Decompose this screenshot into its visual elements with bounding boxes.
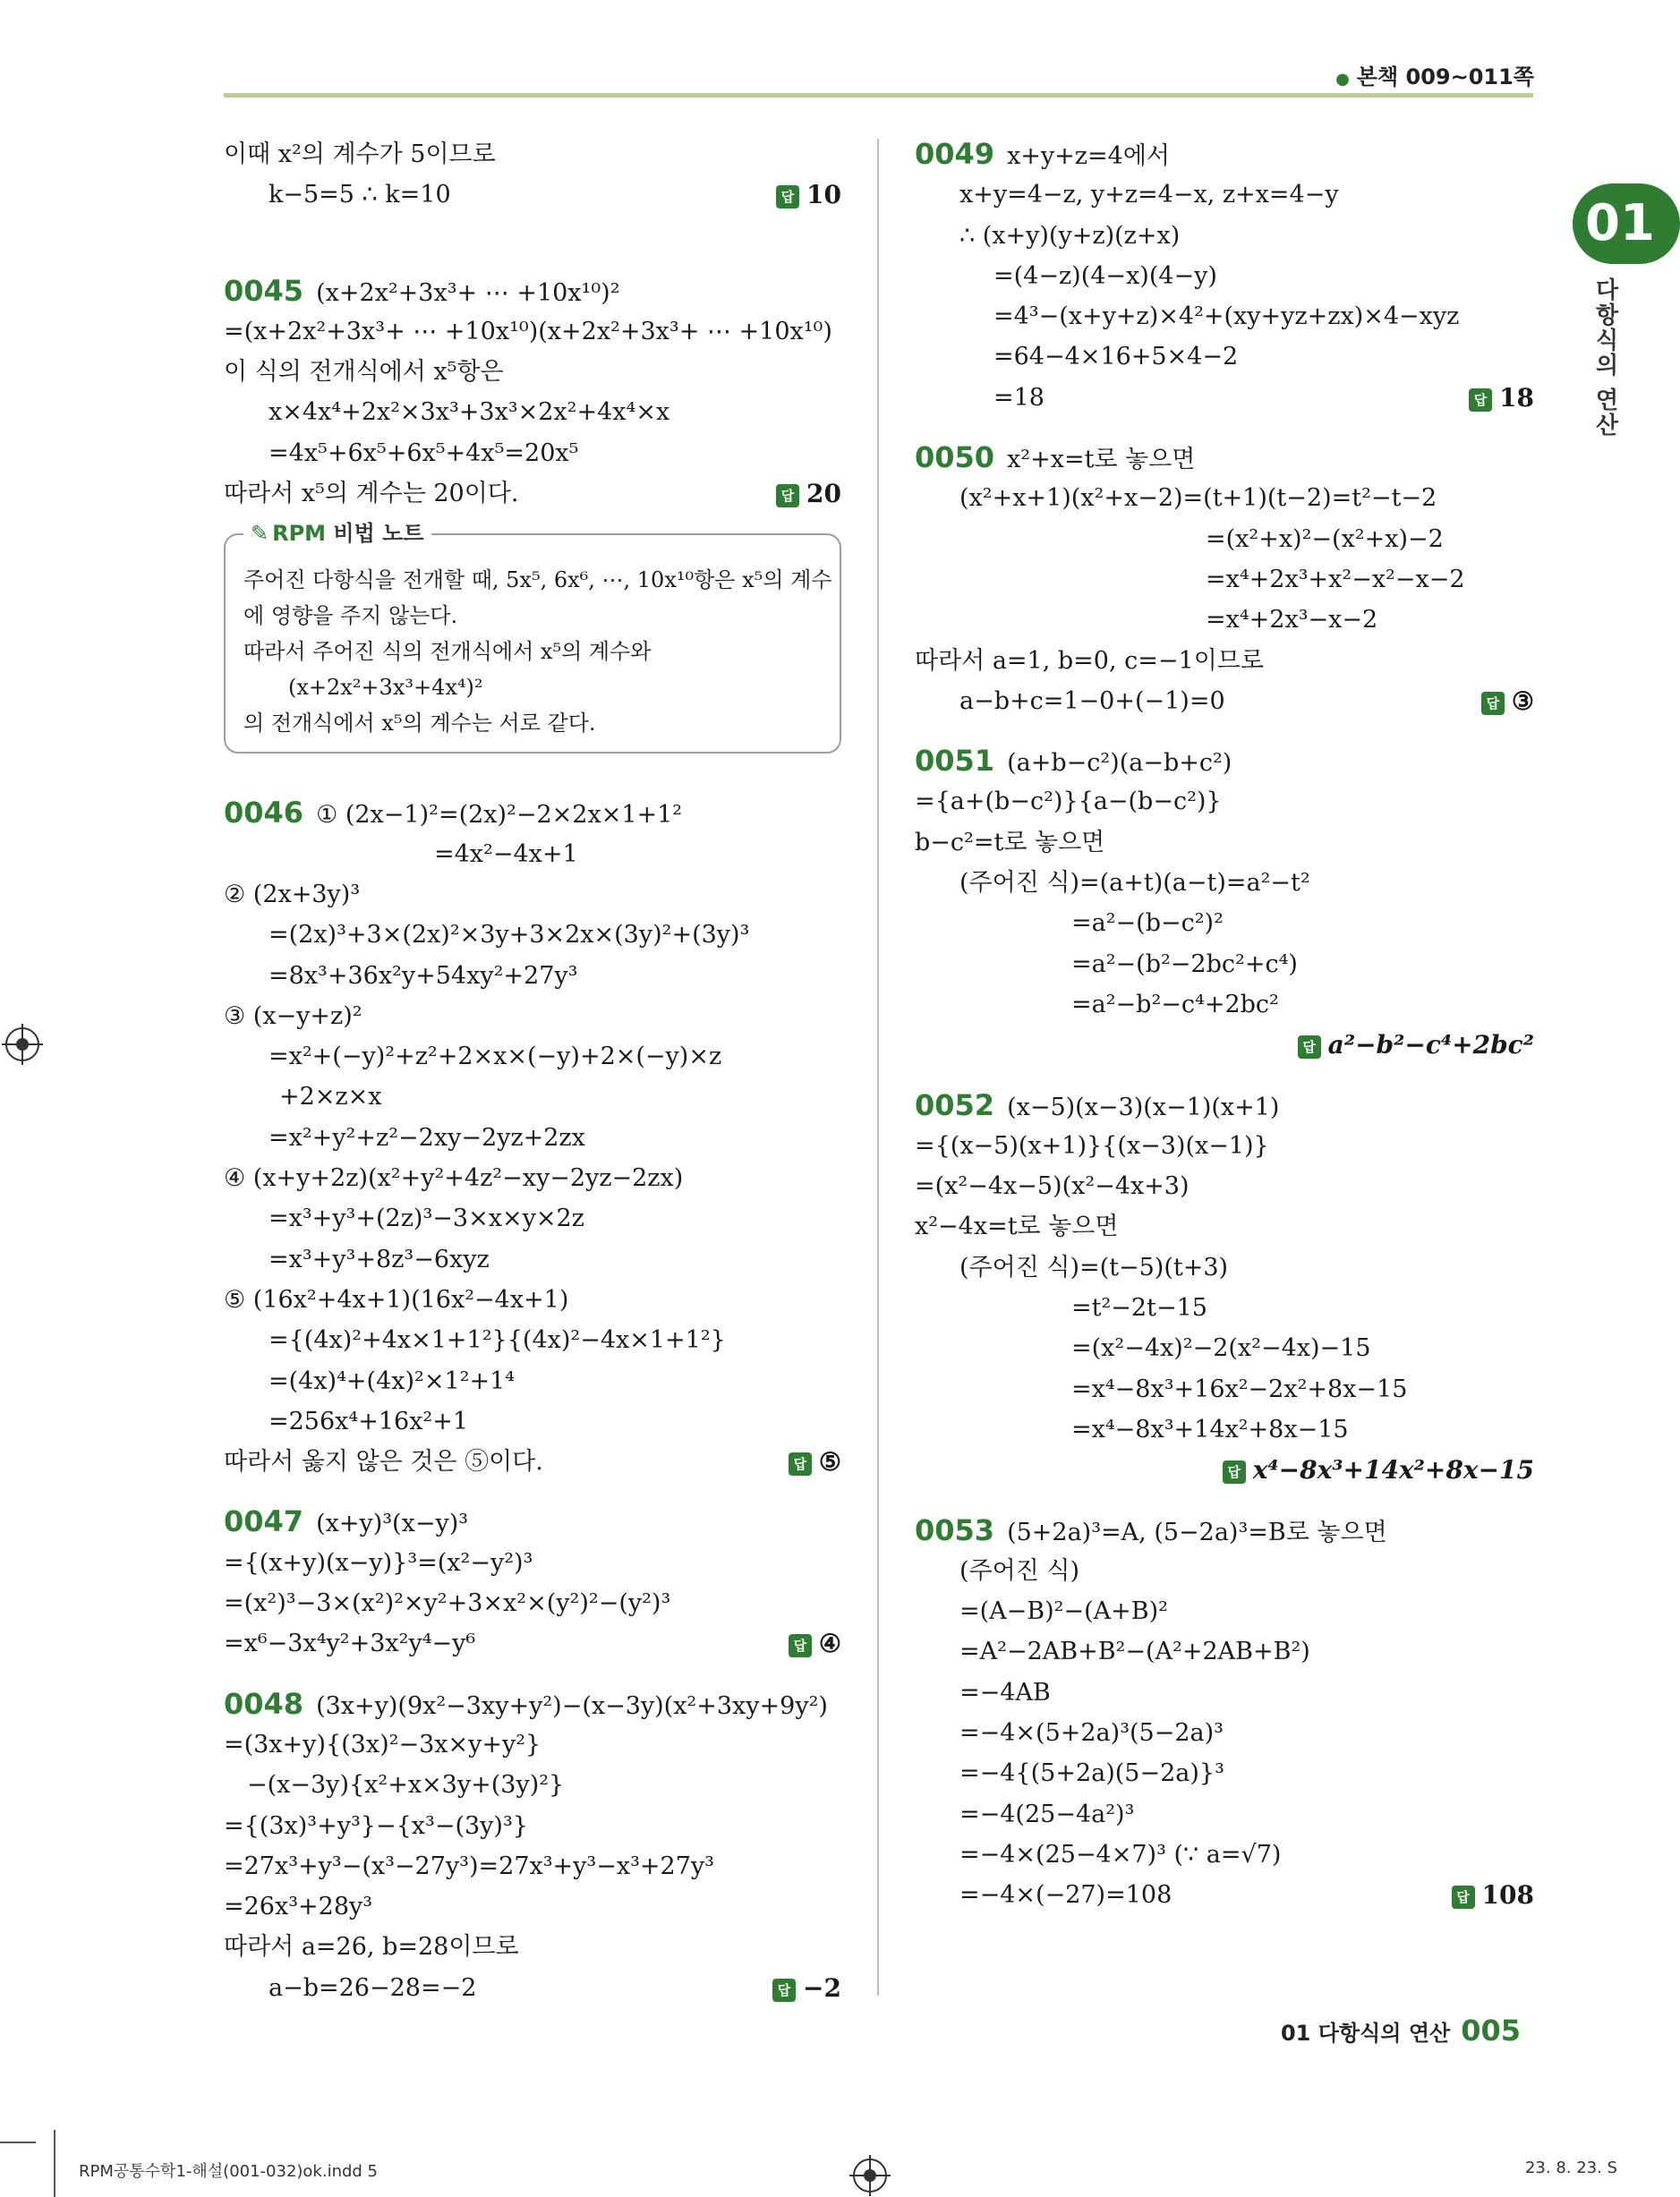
solution-line: ④ (x+y+2z)(x²+y²+4z²−xy−2yz−2zx) [224,1164,684,1193]
solution-line: =(x²)³−3×(x²)²×y²+3×x²×(y²)²−(y²)³ [224,1589,671,1618]
solution-line: =−4{(5+2a)(5−2a)}³ [959,1759,1224,1788]
right-column [915,134,1534,1915]
answer-0049: 답 18 [1469,378,1534,418]
answer-0047: 답 ④ [789,1623,841,1664]
solution-line: =4³−(x+y+z)×4²+(xy+yz+zx)×4−xyz [994,302,1460,331]
problem-0051-header: 0051 (a+b−c²)(a−b+c²) [915,744,1232,779]
solution-line: 이 식의 전개식에서 x⁵항은 [224,358,504,387]
problem-number: 0050 [915,440,995,475]
print-slug-filename: RPM공통수학1-해설(001-032)ok.indd 5 [79,2162,379,2181]
solution-line: ={(x−5)(x+1)}{(x−3)(x−1)} [915,1131,1269,1160]
solution-line: ∴ (x+y)(y+z)(z+x) [959,221,1181,250]
problem-0047-header: 0047 (x+y)³(x−y)³ [224,1504,469,1539]
solution-line: ② (2x+3y)³ [224,880,361,908]
solution-line: =(2x)³+3×(2x)²×3y+3×2x×(3y)²+(3y)³ [269,921,750,949]
solution-line: =8x³+36x²y+54xy²+27y³ [269,961,578,990]
solution-line: =x²+(−y)²+z²+2×x×(−y)+2×(−y)×z [269,1043,722,1071]
answer-0048: 답 −2 [772,1968,841,2008]
problem-number: 0046 [224,796,304,830]
solution-line: =27x³+y³−(x³−27y³)=27x³+y³−x³+27y³ [224,1852,714,1880]
registration-mark-icon [5,1027,39,1061]
solution-line: ⑤ (16x²+4x+1)(16x²−4x+1) [224,1285,569,1314]
solution-line: =x⁴+2x³−x−2 [1206,606,1378,634]
answer-0044: 답 10 [776,175,841,215]
solution-line: =64−4×16+5×4−2 [994,343,1239,371]
answer-icon: 답 [1452,1886,1475,1909]
answer-0053: 답 108 [1452,1875,1534,1915]
note-title: ✎ RPM 비법 노트 [243,515,431,547]
solution-line: =x³+y³+8z³−6xyz [269,1245,490,1273]
text-line: 이때 x²의 계수가 5이므로 [224,141,496,168]
note-line: 의 전개식에서 x⁵의 계수는 서로 같다. [243,711,596,737]
problem-0052-header: 0052 (x−5)(x−3)(x−1)(x+1) [915,1087,1280,1122]
print-slug-date: 23. 8. 23. S [1524,2159,1617,2177]
solution-line: =t²−2t−15 [1071,1294,1207,1323]
solution-line: =(x²+x)²−(x²+x)−2 [1206,524,1444,553]
crop-mark [54,2130,55,2197]
answer-0045: 답 20 [776,473,841,514]
problem-0046-header: 0046 ① (2x−1)²=(2x)²−2×2x×1+1² [224,796,683,830]
solution-line: 따라서 a=26, b=28이므로 [224,1933,519,1962]
solution-line: =x⁴+2x³+x²−x²−x−2 [1206,565,1465,593]
answer-0050: 답 ③ [1481,681,1534,721]
solution-line: =x⁴−8x³+16x²−2x²+8x−15 [1071,1375,1408,1403]
answer-line [915,1025,1534,1065]
solution-line: =(x+2x²+3x³+ ⋯ +10x¹⁰)(x+2x²+3x³+ ⋯ +10x¹⁰) [224,317,832,345]
bullet-icon: ● [1335,70,1350,89]
crop-mark [0,2142,36,2143]
solution-line: x+y=4−z, y+z=4−x, z+x=4−y [959,181,1339,209]
solution-line: =−4×(−27)=108 답 108 [915,1875,1534,1915]
answer-icon: 답 [789,1452,812,1476]
solution-line: (주어진 식) [959,1556,1079,1585]
solution-line: =a²−(b²−2bc²+c⁴) [1071,949,1298,978]
solution-line: =(A−B)²−(A+B)² [959,1597,1168,1626]
registration-mark-icon [853,2159,887,2193]
solution-line: =x³+y³+(2z)³−3×x×y×2z [269,1205,584,1233]
solution-line: =x⁶−3x⁴y²+3x²y⁴−y⁶ 답 ④ [224,1623,841,1664]
answer-icon: 답 [1469,388,1492,412]
solution-line: −(x−3y){x²+x×3y+(3y)²} [247,1771,565,1800]
solution-line: a−b=26−28=−2 답 −2 [224,1968,841,2008]
left-column [224,134,841,2008]
note-line: 에 영향을 주지 않는다. [243,603,458,629]
solution-line: =−4×(25−4×7)³ (∵ a=√7) [959,1840,1282,1869]
solution-line: ={(3x)³+y³}−{x³−(3y)³} [224,1811,528,1840]
solution-line: =(4x)⁴+(4x)²×1²+1⁴ [269,1367,516,1395]
solution-line: x²−4x=t로 놓으면 [915,1213,1119,1241]
problem-number: 0047 [224,1504,304,1539]
solution-line: (주어진 식)=(t−5)(t+3) [959,1253,1229,1282]
header-rule [224,93,1533,98]
solution-line: =256x⁴+16x²+1 [269,1407,469,1435]
solution-line: =4x⁵+6x⁵+6x⁵+4x⁵=20x⁵ [269,439,579,467]
solution-line: =x²+y²+z²−2xy−2yz+2zx [269,1123,585,1152]
solution-line: =A²−2AB+B²−(A²+2AB+B²) [959,1638,1310,1666]
solution-line: =−4(25−4a²)³ [959,1800,1135,1828]
note-line: 따라서 주어진 식의 전개식에서 x⁵의 계수와 [243,639,652,665]
page-number: 005 [1461,2014,1521,2048]
answer-icon: 답 [776,185,799,209]
solution-line: ={(4x)²+4x×1+1²}{(4x)²−4x×1+1²} [269,1326,726,1355]
solution-line: 따라서 x⁵의 계수는 20이다. 답 20 [224,473,841,514]
problem-0048-header: 0048 (3x+y)(9x²−3xy+y²)−(x−3y)(x²+3xy+9y²) [224,1686,828,1721]
solution-line: =a²−b²−c⁴+2bc² [1071,990,1279,1018]
note-line: (x+2x²+3x³+4x⁴)² [288,675,483,701]
solution-line: =a²−(b−c²)² [1071,909,1224,938]
solution-line: x×4x⁴+2x²×3x³+3x³×2x²+4x⁴×x [269,398,670,427]
answer-0046: 답 ⑤ [789,1442,841,1482]
answer-icon: 답 [789,1634,812,1657]
answer-0051: 답 a²−b²−c⁴+2bc² [1298,1025,1534,1065]
solution-line: =(4−z)(4−x)(4−y) [994,261,1217,290]
solution-line: a−b+c=1−0+(−1)=0 답 ③ [915,681,1534,721]
answer-line [915,1450,1534,1490]
problem-0049-header: 0049 x+y+z=4에서 [915,137,1170,171]
chapter-badge: 01 [1573,183,1680,264]
solution-line: =(3x+y){(3x)²−3x×y+y²} [224,1730,542,1758]
solution-line: (주어진 식)=(a+t)(a−t)=a²−t² [959,869,1310,898]
solution-line: (x²+x+1)(x²+x−2)=(t+1)(t−2)=t²−t−2 [959,484,1437,513]
solution-line: k−5=5 ∴ k=10 답 10 [224,175,841,215]
footer-chapter: 01 다항식의 연산 005 [1280,2014,1521,2048]
problem-0050-header: 0050 x²+x=t로 놓으면 [915,440,1196,475]
problem-number: 0048 [224,1686,304,1721]
problem-0045-header: 0045 (x+2x²+3x³+ ⋯ +10x¹⁰)² [224,273,620,308]
solution-line: 따라서 옳지 않은 것은 ⑤이다. 답 ⑤ [224,1442,841,1482]
problem-number: 0053 [915,1512,995,1547]
problem-number: 0051 [915,744,995,779]
rpm-tip-note [224,521,841,754]
problem-number: 0045 [224,273,304,308]
solution-line: 따라서 a=1, b=0, c=−1이므로 [915,646,1264,675]
solution-line: =26x³+28y³ [224,1893,373,1921]
answer-0052: 답 x⁴−8x³+14x²+8x−15 [1223,1450,1534,1490]
solution-line: =−4×(5+2a)³(5−2a)³ [959,1718,1224,1747]
solution-line: ={(x+y)(x−y)}³=(x²−y²)³ [224,1548,533,1577]
solution-line: =−4AB [959,1678,1051,1707]
problem-0053-header: 0053 (5+2a)³=A, (5−2a)³=B로 놓으면 [915,1512,1387,1547]
answer-icon: 답 [1223,1460,1246,1484]
answer-icon: 답 [772,1979,796,2002]
header-page-reference: ● 본책 009~011쪽 [1335,64,1534,89]
solution-line: =x⁴−8x³+14x²+8x−15 [1071,1415,1349,1443]
column-divider [877,139,879,1996]
answer-icon: 답 [1298,1035,1321,1059]
answer-icon: 답 [1481,692,1505,715]
solution-line: =(x²−4x)²−2(x²−4x)−15 [1071,1334,1371,1363]
solution-line: +2×z×x [279,1083,382,1111]
answer-icon: 답 [776,484,799,507]
solution-line: =(x²−4x−5)(x²−4x+3) [915,1172,1190,1201]
solution-line: ③ (x−y+z)² [224,1001,362,1030]
note-line: 주어진 다항식을 전개할 때, 5x⁵, 6x⁶, ⋯, 10x¹⁰항은 x⁵의 계수 [243,567,832,593]
problem-number: 0049 [915,137,995,171]
solution-line: ={a+(b−c²)}{a−(b−c²)} [915,788,1222,816]
solution-line: b−c²=t로 놓으면 [915,828,1105,856]
solution-line: =4x²−4x+1 [434,839,578,868]
pencil-icon: ✎ [251,521,269,547]
problem-number: 0052 [915,1087,995,1122]
solution-line: =18 답 18 [915,378,1534,418]
chapter-side-title: 다항식의 연산 [1591,277,1618,439]
